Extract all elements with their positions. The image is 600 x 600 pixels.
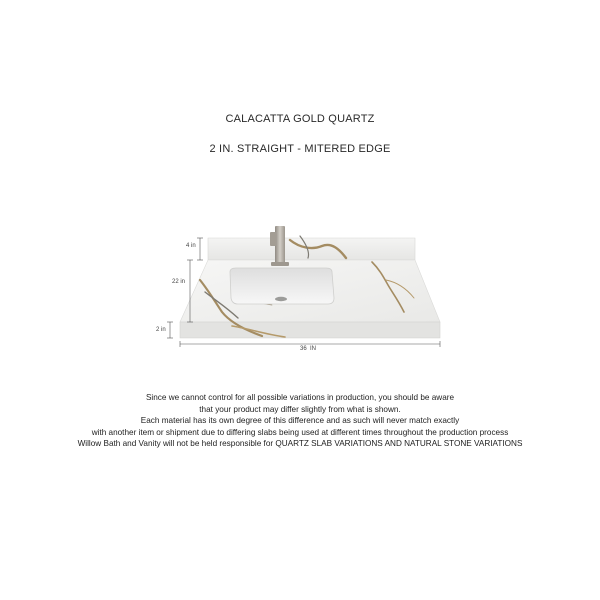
disclaimer-line: Willow Bath and Vanity will not be held responsible for QUARTZ SLAB VARIATIONS AND NATURAL STONE VARIATIONS: [77, 439, 523, 449]
width-label: 36 IN: [300, 346, 317, 352]
disclaimer-line: with another item or shipment due to differing slabs being used at different times throughout the production process: [91, 427, 509, 437]
depth-label: 22 in: [172, 279, 186, 285]
undermount-sink: [230, 268, 334, 304]
drain-icon: [275, 297, 287, 301]
disclaimer: [0, 392, 600, 450]
disclaimer-line: that your product may differ slightly from what is shown.: [199, 404, 401, 414]
edge-type-subtitle: 2 IN. STRAIGHT - MITERED EDGE: [209, 143, 391, 155]
edge-thickness-label: 2 in: [156, 327, 166, 333]
disclaimer-line: Since we cannot control for all possible variations in production, you should be aware: [145, 393, 455, 402]
disclaimer-line: Each material has its own degree of this difference and as such will never match exactly: [140, 416, 460, 426]
backsplash-height-label: 4 in: [186, 243, 196, 249]
product-title: CALACATTA GOLD QUARTZ: [225, 113, 375, 125]
